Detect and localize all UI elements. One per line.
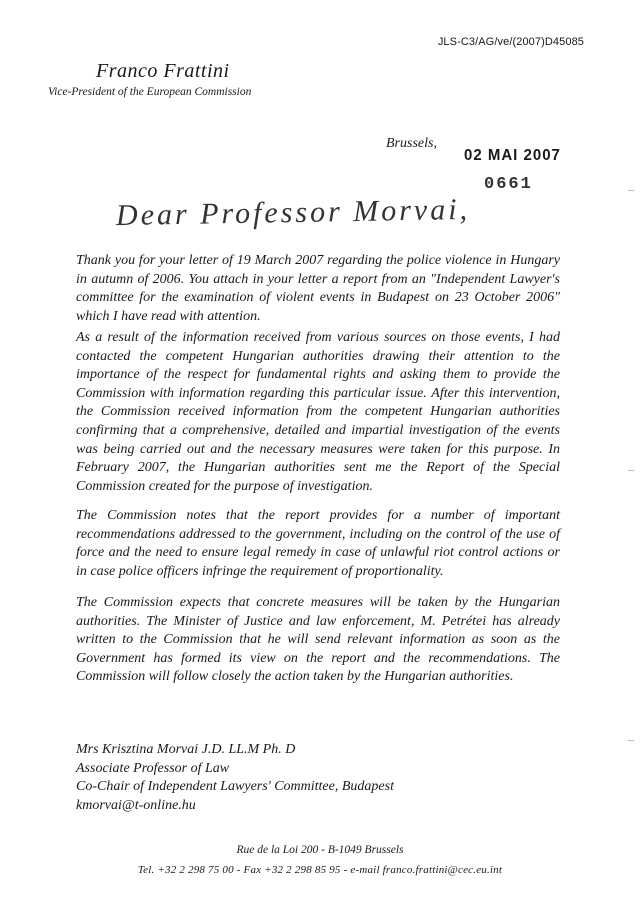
reference-number: JLS-C3/AG/ve/(2007)D45085 <box>437 36 584 48</box>
handwritten-salutation: Dear Professor Morvai, <box>115 192 471 233</box>
footer-contact: Tel. +32 2 298 75 00 - Fax +32 2 298 85 95 - e-mail franco.frattini@cec.eu.int <box>137 864 503 876</box>
protocol-number: 0661 <box>484 175 533 194</box>
place-label: Brussels, <box>386 136 437 151</box>
body-paragraph-1: Thank you for your letter of 19 March 2007 regarding the police violence in Hungary in autumn of 2006. You attach in your letter a report from an "Independent Lawyer's committee for the examination of violent events in Budapest on 23 October 2006" which I have read with attention. <box>76 253 560 324</box>
body-paragraph-3: The Commission notes that the report provides for a number of important recommendations addressed to the government, including on the control of the use of force and the need to ensure legal remedy in case of unlawful riot control actions or in case police officers infringe the requirement of proportionality. <box>76 508 560 579</box>
recipient-affiliation: Co-Chair of Independent Lawyers' Committee, Budapest <box>76 779 394 795</box>
recipient-email: kmorvai@t-online.hu <box>76 797 196 813</box>
letterhead-name: Franco Frattini <box>96 60 230 82</box>
recipient-address <box>76 741 394 815</box>
scan-margin-mark <box>628 740 634 741</box>
letterhead-title: Vice-President of the European Commission <box>48 86 252 98</box>
date-stamp: 02 MAI 2007 <box>464 146 561 165</box>
scan-margin-mark <box>628 190 634 191</box>
body-paragraph-4: The Commission expects that concrete measures will be taken by the Hungarian authorities. The Minister of Justice and law enforcement, M. Petrétei has already written to the Commission that he will send relevant information as soon as the Government has formed its view on the report and the recommendations. The Commission will follow closely the action taken by the Hungarian authorities. <box>76 595 560 685</box>
footer-address: Rue de la Loi 200 - B-1049 Brussels <box>236 844 404 856</box>
scan-margin-mark <box>628 470 634 471</box>
recipient-name: Mrs Krisztina Morvai J.D. LL.M Ph. D <box>76 742 296 757</box>
recipient-position: Associate Professor of Law <box>76 760 230 776</box>
body-paragraph-2: As a result of the information received from various sources on those events, I had contacted the competent Hungarian authorities drawing their attention to the importance of the respect for fundamental rights and asking them to provide the Commission with information regarding this particular issue. After this intervention, the Commission received information from the competent Hungarian authorities confirming that a comprehensive, detailed and impartial investigation of the events was being carried out and the necessary measures were taken for this purpose. In February 2007, the Hungarian authorities sent me the Report of the Special Commission created for the purpose of investigation. <box>76 330 560 494</box>
